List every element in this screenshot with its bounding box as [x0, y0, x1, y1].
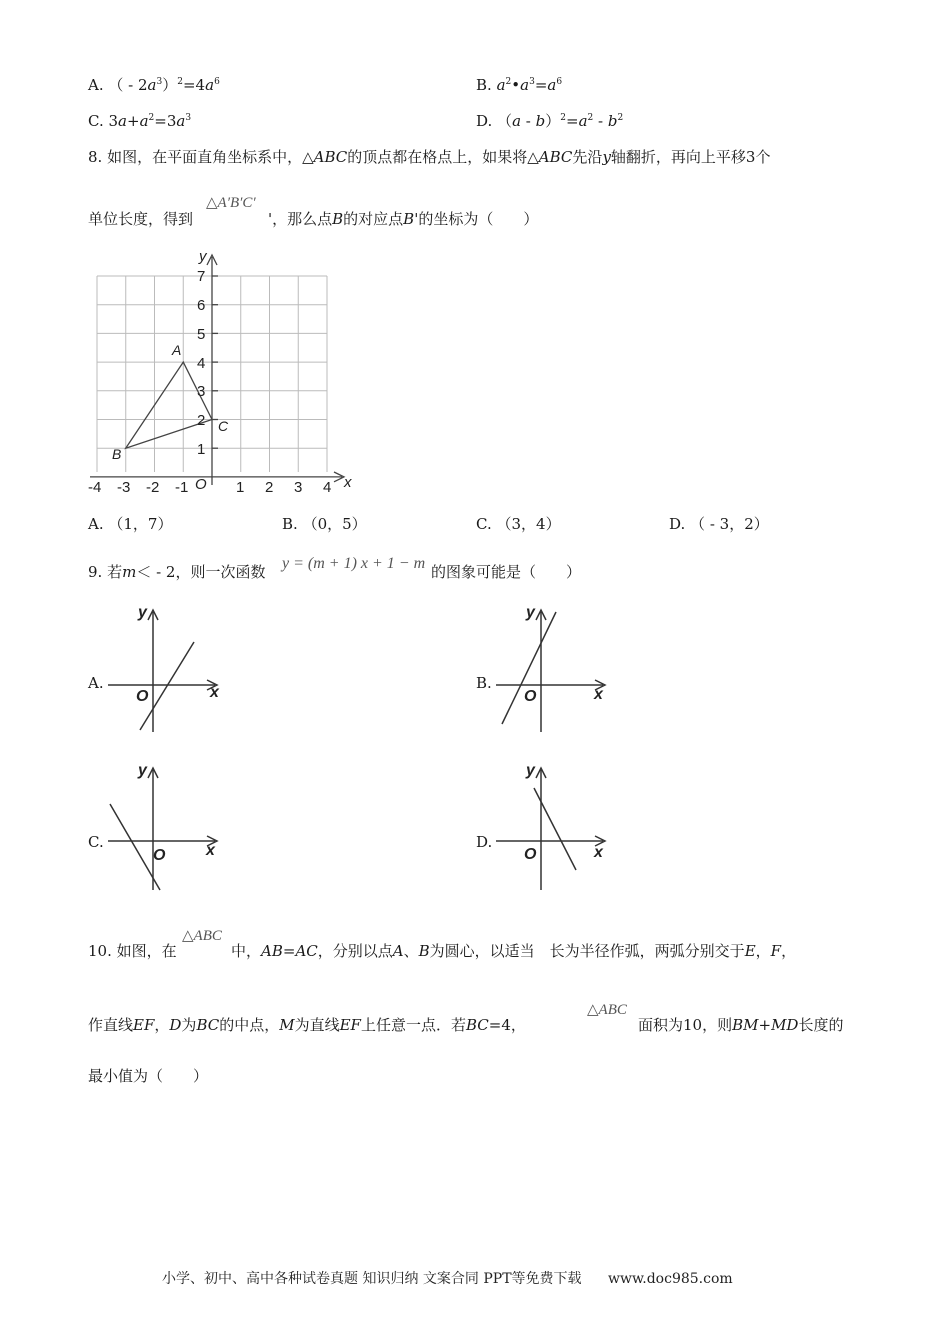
x-tick-neg3: -3	[117, 479, 131, 495]
q8-option-d: D. （ - 3，2）	[669, 515, 769, 533]
y-axis-label: y	[199, 248, 207, 265]
y-tick-7: 7	[197, 268, 206, 285]
q8-line-2b: '，那么点B的对应点B'的坐标为（ ）	[268, 210, 539, 228]
q8-line-1: 8. 如图，在平面直角坐标系中，△ABC的顶点都在格点上，如果将△ABC先沿y轴翻折，再向上平移3个	[88, 148, 771, 166]
q9-a-origin: O	[136, 688, 149, 705]
q8-coordinate-graph	[80, 245, 380, 495]
point-c-label: C	[218, 418, 229, 434]
q9-b-x-label: x	[594, 686, 603, 703]
q8-option-a: A. （1，7）	[88, 515, 173, 533]
q7-option-c: C. $3a+a^2=3a^3$	[88, 112, 192, 130]
x-tick-2: 2	[265, 479, 274, 495]
x-tick-3: 3	[294, 479, 303, 495]
x-tick-neg1: -1	[175, 479, 189, 495]
y-tick-2: 2	[197, 412, 206, 429]
q9-stem: 9. 若m＜ - 2，则一次函数	[88, 563, 266, 581]
footer-text: 小学、初中、高中各种试卷真题 知识归纳 文案合同 PPT等免费下载	[162, 1271, 582, 1287]
q9-c-y-label: y	[138, 762, 147, 779]
y-tick-5: 5	[197, 326, 206, 343]
q8-math-triangle-prime: △A′B′C′	[206, 195, 256, 211]
q9-graph-d	[488, 758, 628, 898]
x-tick-neg2: -2	[146, 479, 160, 495]
q9-d-y-label: y	[526, 762, 535, 779]
q9-option-c-label: C.	[88, 833, 104, 851]
q10-line-1b: 中，AB=AC，分别以点A、B为圆心，以适当 长为半径作弧，两弧分别交于E，F，	[231, 942, 797, 960]
q7-option-b: B. $a^2•a^3=a^6$	[476, 76, 563, 94]
point-a-label: A	[172, 342, 182, 358]
q10-line-2b: 面积为10，则BM+MD长度的	[638, 1016, 844, 1034]
point-b-label: B	[112, 446, 122, 462]
x-tick-neg4: -4	[88, 479, 102, 495]
q7-option-a: A. （ - $2a^3)^2=4a^6$	[88, 76, 220, 94]
q10-line-2a: 作直线EF，D为BC的中点，M为直线EF上任意一点．若BC=4，	[88, 1016, 526, 1034]
y-tick-4: 4	[197, 355, 206, 372]
q8-option-b: B. （0，5）	[282, 515, 367, 533]
footer	[162, 1272, 733, 1286]
q9-stem-end: 的图象可能是（ ）	[431, 563, 582, 581]
q9-c-origin: O	[153, 847, 166, 864]
q9-b-y-label: y	[526, 604, 535, 621]
q9-c-x-label: x	[206, 842, 215, 859]
q8-option-c: C. （3，4）	[476, 515, 561, 533]
y-tick-1: 1	[197, 441, 206, 458]
q10-line-1a: 10. 如图，在	[88, 942, 177, 960]
origin-label: O	[195, 476, 207, 493]
q9-option-d-label: D.	[476, 833, 493, 851]
q9-a-x-label: x	[210, 684, 219, 701]
q8-line-2: 单位长度，得到	[88, 210, 194, 228]
q10-line-3: 最小值为（ ）	[88, 1067, 209, 1085]
q9-d-x-label: x	[594, 844, 603, 861]
q9-d-origin: O	[524, 846, 537, 863]
y-tick-3: 3	[197, 383, 206, 400]
y-tick-6: 6	[197, 297, 206, 314]
q9-option-b-label: B.	[476, 674, 492, 692]
q9-graph-b	[488, 600, 628, 740]
q9-math-function: y = (m + 1) x + 1 − m	[282, 555, 426, 572]
q9-graph-c	[100, 758, 240, 898]
q9-b-origin: O	[524, 688, 537, 705]
q9-graph-a	[100, 600, 240, 740]
x-tick-1: 1	[236, 479, 245, 495]
footer-url[interactable]: www.doc985.com	[607, 1271, 733, 1287]
x-axis-label: x	[344, 474, 352, 491]
q9-a-y-label: y	[138, 604, 147, 621]
x-tick-4: 4	[323, 479, 332, 495]
q10-math-triangle-1: △ABC	[182, 928, 222, 944]
q7-option-d: D. $(a - b)^2=a^2 - b^2$	[476, 112, 624, 130]
triangle-abc	[126, 362, 212, 448]
q10-math-triangle-2: △ABC	[587, 1002, 627, 1018]
q9-option-a-label: A.	[88, 674, 104, 692]
